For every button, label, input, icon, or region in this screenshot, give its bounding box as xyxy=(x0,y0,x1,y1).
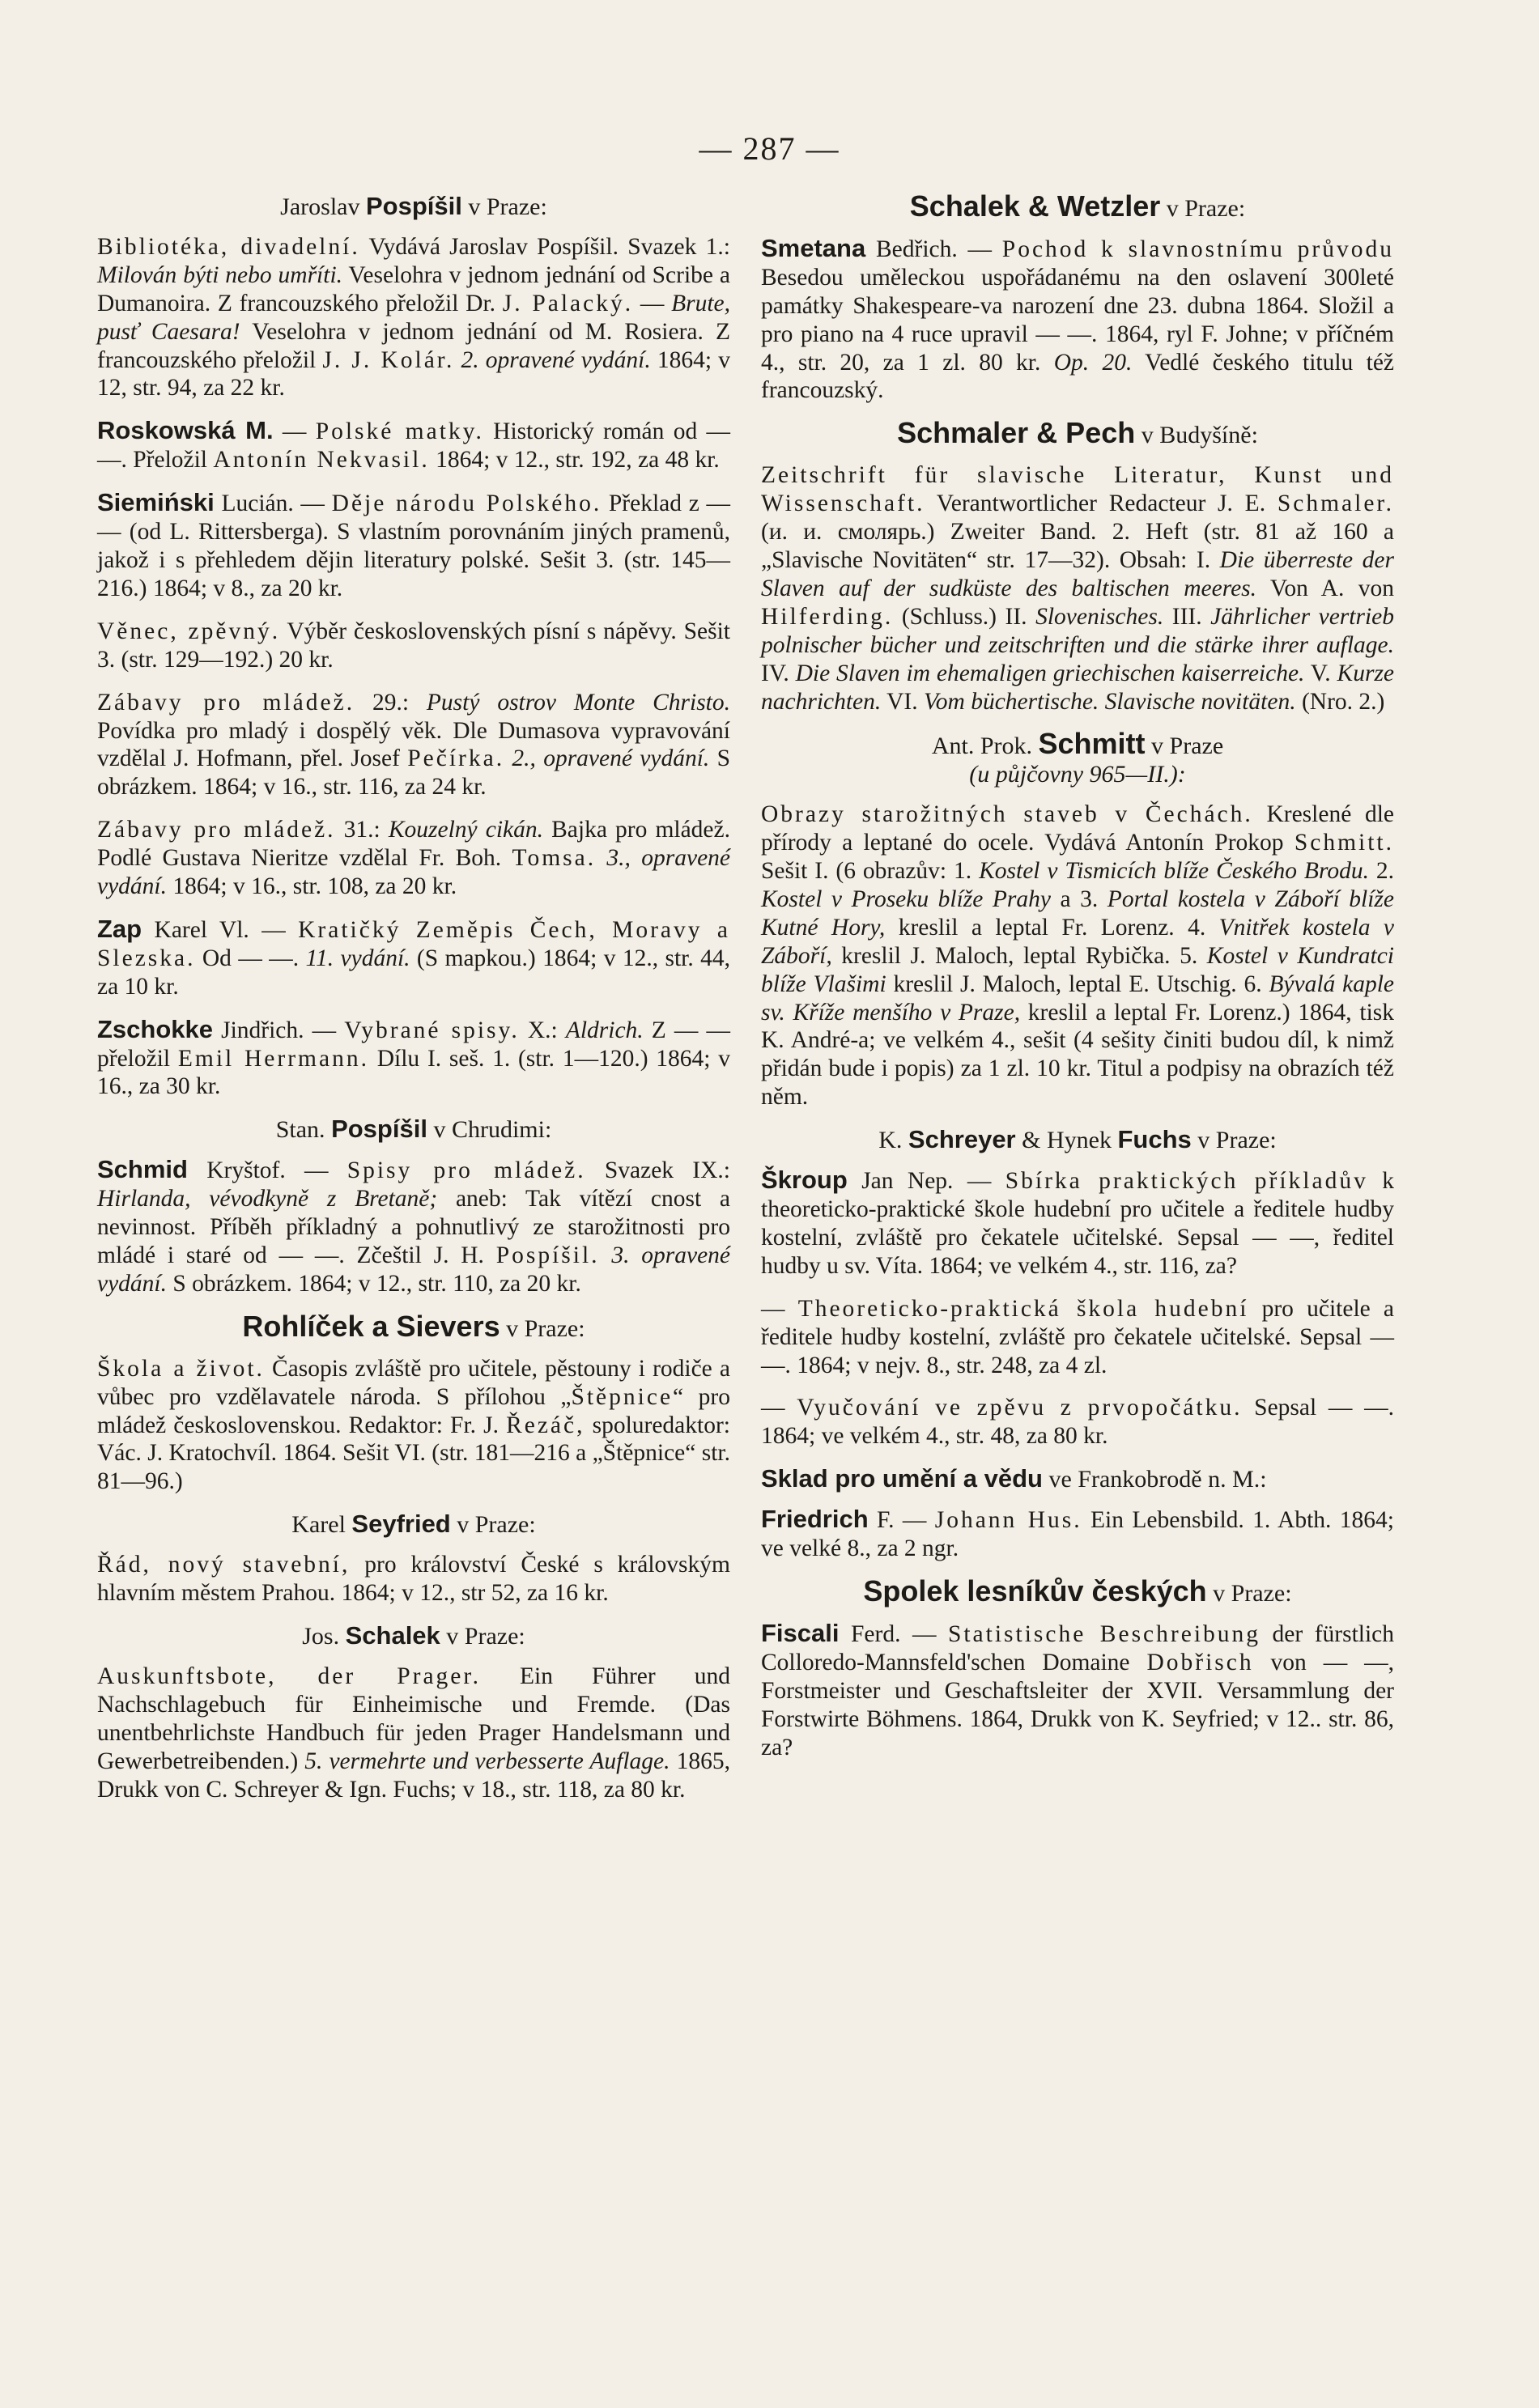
entry-title: Spisy pro mládež. xyxy=(346,1157,586,1184)
entry-text: Výběr československých písní s nápěvy. Sešit 3. (str. 129—192.) 20 kr. xyxy=(97,618,730,673)
entry-italic: Kostel v Kundratci blíže Vlašimi xyxy=(761,942,1394,997)
publisher-prefix: Ant. Prok. xyxy=(931,733,1039,760)
entry-text: Vedlé českého titulu též francouzský. xyxy=(761,349,1395,404)
publisher-location: v Budyšíně: xyxy=(1135,422,1258,449)
entry-text: — xyxy=(761,1295,798,1322)
publisher-location: v Praze xyxy=(1145,733,1224,760)
entry-title: Theoreticko-praktická škola hudební xyxy=(797,1295,1249,1322)
catalog-entry xyxy=(97,618,730,674)
entry-text: kreslil J. Maloch, leptal Rybička. 5. xyxy=(831,942,1207,969)
entry-text: “ pro mládež československou. Redaktor: Fr. J. xyxy=(97,1383,730,1438)
entry-text: Překlad z — — (od L. Rittersberga). S vlastním porovnáním jiných pramenů, jakož i s přehledem dějin literatury polské. Sešit 3. (str. 145— 216.) 1864; v 8., za 20 kr. xyxy=(97,491,731,601)
entry-text: (и. и. смолярь.) Zweiter Band. 2. Heft (str. 81 až 160 a „Slavische Novitäten“ str. 17—32). Obsah: I. xyxy=(761,519,1394,573)
entry-text: Svazek IX.: xyxy=(585,1157,730,1184)
entry-italic: Jährlicher vertrieb polnischer bücher und zeitschriften und die stärke ihrer auflage. xyxy=(761,603,1394,658)
entry-author: Friedrich xyxy=(761,1505,869,1534)
entry-text: Veselohra v jednom jednání od M. Rosiera. Z francouzského přeložil xyxy=(97,318,731,373)
publisher-prefix: Karel xyxy=(291,1511,352,1539)
entry-text: S obrázkem. 1864; v 12., str. 110, za 20 kr. xyxy=(167,1270,581,1297)
entry-text: — xyxy=(273,418,316,445)
entry-italic: Vnitřek kostela v Záboří, xyxy=(761,914,1394,969)
entry-text: pro království České s královským hlavním městem Prahou. 1864; v 12., str 52, za 16 kr. xyxy=(97,1552,730,1607)
entry-author: Zap xyxy=(97,914,142,943)
catalog-entry xyxy=(97,1663,730,1804)
entry-title: Johann Hus. xyxy=(934,1507,1082,1534)
entry-text: 29.: xyxy=(355,689,427,716)
entry-text: 1864; v 12., str. 192, za 48 kr. xyxy=(429,447,720,474)
page-number: — 287 — xyxy=(699,130,840,167)
entry-text: Povídka pro mladý i dospělý věk. Dle Dumasova vypravování vzdělal J. Hofmann, přel. Josef xyxy=(97,717,730,772)
publisher-prefix: Stan. xyxy=(275,1116,332,1144)
entry-text: X.: xyxy=(519,1017,566,1043)
entry-text xyxy=(504,745,512,771)
catalog-entry xyxy=(761,461,1394,716)
catalog-entry xyxy=(97,417,730,474)
entry-title: Zábavy pro mládež. xyxy=(97,817,336,843)
entry-text: kreslil a leptal Fr. Lorenz. 4. xyxy=(885,914,1219,941)
entry-author: Roskowská M. xyxy=(97,416,274,445)
left-column xyxy=(97,193,730,1818)
publisher-name: Spolek lesníkův českých xyxy=(863,1573,1207,1607)
entry-text: Ein Führer und Nachschlagebuch für Einheimische und Fremde. (Das unentbehrlichste Handbuch für jeden Prager Handelsmann und Gewerbetreibenden.) xyxy=(97,1663,730,1774)
entry-title: Kratičký Zeměpis Čech, Moravy a Slezska. xyxy=(97,916,730,971)
entry-text: Kreslené dle přírody a leptané do ocele. Vydává Antonín Prokop xyxy=(761,801,1395,856)
entry-title: J. Palacký. xyxy=(502,290,634,316)
publisher-heading xyxy=(761,1573,1394,1608)
entry-text: Od — —. xyxy=(195,945,306,971)
catalog-entry xyxy=(97,1016,730,1102)
entry-title: Štěpnice xyxy=(571,1383,674,1410)
entry-text: kreslil a leptal Fr. Lorenz.) 1864, tisk K. André-a; ve velkém 4., sešit (4 sešity činiti budou díl, k nimž přidán bude i popis) za 1 zl. 10 kr. Titul a podpisy na obrazích též něm. xyxy=(761,999,1394,1111)
publisher-prefix: K. xyxy=(878,1127,908,1154)
entry-title: Antonín Nekvasil. xyxy=(213,447,430,474)
publisher-location: v Praze: xyxy=(461,193,547,220)
entry-title: Zeitschrift für slavische Literatur, Kunst und Wissenschaft. xyxy=(761,462,1394,517)
catalog-entry xyxy=(761,801,1394,1111)
entry-text: pro učitele a ředitele hudby kostelní, zvláště pro čekatele učitelské. Sepsal — —. 1864; v nejv. 8., str. 248, za 4 zl. xyxy=(761,1295,1394,1378)
entry-text: 31.: xyxy=(335,817,389,843)
entry-text: der fürstlich Colloredo-Mannsfeld'schen Domaine xyxy=(761,1620,1394,1675)
entry-text: 1865, Drukk von C. Schreyer & Ign. Fuchs; v 18., str. 118, za 80 kr. xyxy=(97,1748,730,1803)
entry-italic: Die überreste der Slaven auf der sudküste des baltischen meeres. xyxy=(761,546,1394,601)
publisher-heading xyxy=(761,416,1394,450)
publisher-heading xyxy=(97,193,730,222)
entry-text: spoluredaktor: Vác. J. Kratochvíl. 1864. Sešit VI. (str. 181—216 a „Štěpnice“ str. 81—96.) xyxy=(97,1412,730,1495)
entry-italic: 3. opravené vydání. xyxy=(97,1242,731,1297)
entry-text: 1864; v 16., str. 108, za 20 kr. xyxy=(167,873,457,900)
publisher-name: Fuchs xyxy=(1117,1125,1192,1154)
entry-title: Emil Herrmann. xyxy=(177,1045,369,1072)
entry-text: Karel Vl. — xyxy=(142,916,299,943)
entry-title: Schmitt. xyxy=(1294,830,1394,856)
entry-italic: Slovenisches. xyxy=(1035,603,1164,630)
publisher-heading xyxy=(761,1126,1394,1155)
entry-author: Škroup xyxy=(761,1166,848,1195)
catalog-entry xyxy=(761,1166,1394,1280)
entry-text: von — —, Forstmeister und Geschaftsleiter der XVII. Versammlung der Forstwirte Böhmens. 1864, Drukk von K. Seyfried; v 12.. str. 86, za? xyxy=(761,1649,1395,1760)
publisher-heading xyxy=(97,1510,730,1540)
entry-text: 1864; v 12, str. 94, za 22 kr. xyxy=(97,346,730,401)
entry-title: Řád, nový stavební, xyxy=(97,1552,351,1578)
entry-author: Fiscali xyxy=(761,1618,840,1647)
entry-text: Jindřich. — xyxy=(213,1017,345,1043)
publisher-heading xyxy=(761,189,1394,223)
entry-title: Děje národu Polského. xyxy=(331,491,602,517)
entry-text: — xyxy=(633,290,672,316)
entry-text: Bedřich. — xyxy=(865,236,1002,262)
publisher-heading xyxy=(97,1622,730,1651)
entry-text: IV. xyxy=(761,660,796,686)
publisher-location: v Praze: xyxy=(500,1314,585,1342)
publisher-prefix: Jaroslav xyxy=(280,193,366,220)
entry-italic: Op. 20. xyxy=(1053,349,1133,376)
publisher-location: v Praze: xyxy=(1206,1579,1292,1607)
entry-title: Dobřisch xyxy=(1146,1649,1254,1675)
entry-text: Sepsal — —. 1864; ve velkém 4., str. 48, za 80 kr. xyxy=(761,1395,1394,1450)
catalog-entry xyxy=(97,915,730,1001)
entry-title: Hilferding. xyxy=(761,603,894,630)
entry-title: Polské matky. xyxy=(315,418,484,445)
catalog-entry xyxy=(761,1295,1394,1380)
entry-italic: Aldrich. xyxy=(565,1017,644,1043)
entry-italic: 3., opravené vydání. xyxy=(97,845,731,900)
publisher-location: ve Frankobrodě n. M.: xyxy=(1042,1466,1267,1493)
publisher-name: Pospíšil xyxy=(365,192,462,220)
catalog-entry xyxy=(97,1551,730,1607)
entry-title: Statistische Beschreibung xyxy=(947,1620,1261,1647)
entry-title: Věnec, zpěvný. xyxy=(97,618,281,644)
publisher-location: v Praze: xyxy=(1160,195,1246,222)
entry-author: Zschokke xyxy=(97,1014,214,1043)
entry-text: VI. xyxy=(881,688,925,715)
entry-italic: 11. vydání. xyxy=(305,945,410,971)
publisher-name: Schmaler & Pech xyxy=(897,416,1136,450)
entry-text: V. xyxy=(1304,660,1337,686)
entry-text: (S mapkou.) 1864; v 12., str. 44, za 10 kr. xyxy=(97,945,730,1000)
entry-author: Smetana xyxy=(761,233,866,262)
catalog-entry xyxy=(761,1620,1394,1762)
catalog-entry xyxy=(97,233,730,402)
catalog-entry xyxy=(97,1156,730,1298)
entry-text: Historický román od — —. Přeložil xyxy=(97,418,731,474)
entry-italic: Kostel v Tismicích blíže Českého Brodu. xyxy=(979,858,1369,885)
entry-text: Z — — přeložil xyxy=(97,1017,730,1072)
entry-title: Řezáč, xyxy=(506,1412,585,1438)
entry-title: Bibliotéka, divadelní. xyxy=(97,233,360,260)
entry-italic: 5. vermehrte und verbesserte Auflage. xyxy=(304,1748,670,1774)
entry-text: Ein Lebensbild. 1. Abth. 1864; ve velké 8., za 2 ngr. xyxy=(761,1507,1395,1562)
catalog-entry xyxy=(761,1394,1394,1450)
entry-title: Auskunftsbote, der Prager. xyxy=(97,1663,481,1689)
catalog-entry xyxy=(97,1355,730,1497)
entry-title: Vyučování ve zpěvu z prvopočátku. xyxy=(797,1395,1243,1421)
publisher-heading xyxy=(761,727,1394,789)
entry-title: Pospíšil. xyxy=(495,1242,600,1268)
entry-title: Sbírka praktických příkladův xyxy=(1005,1168,1368,1195)
right-column xyxy=(761,189,1395,1776)
entry-title: Pečírka. xyxy=(407,745,505,772)
entry-text: 2. xyxy=(1368,858,1394,885)
entry-title: J. J. Kolár. xyxy=(322,346,455,373)
entry-text xyxy=(454,347,461,373)
publisher-location: v Praze: xyxy=(450,1511,536,1539)
entry-title: Schmaler. xyxy=(1277,491,1394,517)
entry-italic: Bývalá kaple sv. Kříže menšího v Praze, xyxy=(761,970,1394,1026)
entry-italic: Pustý ostrov Monte Christo. xyxy=(426,689,730,716)
entry-italic: Hirlanda, vévodkyně z Bretaně; xyxy=(97,1186,438,1212)
entry-text: Sešit I. (6 obrazův: 1. xyxy=(761,858,980,885)
entry-text: Vydává Jaroslav Pospíšil. Svazek 1.: xyxy=(359,233,730,260)
entry-italic: Milován býti nebo umříti. xyxy=(97,261,343,288)
publisher-name: Schreyer xyxy=(908,1125,1016,1154)
publisher-name: Pospíšil xyxy=(331,1115,427,1144)
entry-title: Vybrané spisy. xyxy=(344,1017,520,1043)
entry-italic: Vom büchertische. Slavische novitäten. xyxy=(924,688,1296,715)
entry-text: aneb: Tak vítězí cnost a nevinnost. Příběh příkladný a pohnutlivý ze starožitnosti pro mládé i staré od — —. Zčeštil J. H. xyxy=(97,1186,730,1268)
entry-title: Obrazy starožitných staveb v Čechách. xyxy=(761,801,1253,828)
entry-text: Besedou uměleckou uspořádanému na den oslavení 300leté památky Shakespeare-va narození dne 23. dubna 1864. Složil a pro piano na 4 ruce upravil — —. 1864, ryl F. Johne; v příčném 4., str. 20, za 1 zl. 80 kr. xyxy=(761,264,1394,376)
entry-italic: Kouzelný cikán. xyxy=(388,817,543,843)
entry-text: Dílu I. seš. 1. (str. 1—120.) 1864; v 16., za 30 kr. xyxy=(97,1045,730,1100)
entry-text: k theoreticko-praktické škole hudební pro učitele a ředitele hudby kostelní, zvláště pro čekatele učitelské. Sepsal — —, ředitel hudby u sv. Víta. 1864; ve velkém 4., str. 116, za? xyxy=(761,1168,1395,1279)
catalog-entry xyxy=(761,1506,1394,1563)
entry-author: Siemiński xyxy=(97,488,215,517)
entry-author: Schmid xyxy=(97,1155,188,1184)
entry-text: Lucián. — xyxy=(214,491,332,517)
entry-italic: Kostel v Proseku blíže Prahy xyxy=(761,885,1051,912)
publisher-location: v Chrudimi: xyxy=(427,1116,552,1144)
entry-text: Veselohra v jednom jednání od Scribe a Dumanoira. Z francouzského přeložil Dr. xyxy=(97,261,730,316)
publisher-prefix: Jos. xyxy=(302,1622,346,1650)
entry-text: Kryštof. — xyxy=(187,1157,347,1184)
entry-text: III. xyxy=(1163,603,1211,630)
entry-text: Jan Nep. — xyxy=(847,1168,1005,1195)
entry-text: Bajka pro mládež. Podlé Gustava Nieritze vzdělal Fr. Boh. xyxy=(97,817,730,872)
publisher-location: v Praze: xyxy=(1191,1127,1277,1154)
entry-title: Tomsa. xyxy=(512,845,597,872)
entry-text: Von A. von xyxy=(1256,575,1394,601)
publisher-address: (u půjčovny 965—II.): xyxy=(969,761,1186,788)
catalog-entry xyxy=(97,689,730,802)
publisher-heading xyxy=(97,1115,730,1145)
catalog-entry xyxy=(761,235,1394,405)
entry-italic: 2., opravené vydání. xyxy=(512,745,710,772)
publisher-location: v Praze: xyxy=(440,1622,525,1650)
publisher-name: Schmitt xyxy=(1038,727,1146,761)
catalog-entry xyxy=(97,816,730,901)
entry-text: Verantwortlicher Redacteur J. E. xyxy=(925,491,1278,517)
publisher-name: Schalek & Wetzler xyxy=(909,189,1161,223)
entry-italic: Portal kostela v Záboří blíže Kutné Hory, xyxy=(761,885,1395,941)
entry-text: S obrázkem. 1864; v 16., str. 116, za 24 kr. xyxy=(97,745,730,801)
publisher-joiner: & Hynek xyxy=(1015,1127,1118,1154)
publisher-name: Rohlíček a Sievers xyxy=(242,1309,500,1343)
entry-italic: Kurze nachrichten. xyxy=(761,660,1395,715)
entry-text xyxy=(596,845,606,871)
publisher-name: Sklad pro umění a vědu xyxy=(761,1464,1043,1493)
publisher-name: Seyfried xyxy=(351,1510,451,1539)
entry-text: Ferd. — xyxy=(839,1620,948,1647)
entry-text: (Schluss.) II. xyxy=(893,603,1036,630)
entry-italic: Brute, pusť Caesara! xyxy=(97,290,730,345)
catalog-entry xyxy=(97,489,730,603)
entry-text: Časopis zvláště pro učitele, pěstouny i rodiče a vůbec pro vzdělavatele národa. S přílohou „ xyxy=(97,1355,730,1410)
publisher-name: Schalek xyxy=(345,1620,440,1650)
entry-text: (Nro. 2.) xyxy=(1295,688,1385,715)
publisher-heading xyxy=(97,1309,730,1344)
entry-title: Pochod k slavnostnímu průvodu xyxy=(1001,236,1394,262)
entry-text: kreslil J. Maloch, leptal E. Utschig. 6. xyxy=(886,970,1269,997)
entry-text xyxy=(600,1242,612,1268)
entry-italic: 2. opravené vydání. xyxy=(461,346,651,373)
entry-text: — xyxy=(761,1395,797,1421)
entry-title: Zábavy pro mládež. xyxy=(97,689,355,716)
entry-italic: Die Slaven im ehemaligen griechischen kaiserreiche. xyxy=(795,660,1305,686)
entry-title: Škola a život. xyxy=(97,1355,265,1382)
entry-text: F. — xyxy=(868,1507,935,1534)
publisher-heading xyxy=(761,1465,1394,1494)
entry-text: a 3. xyxy=(1050,885,1107,912)
